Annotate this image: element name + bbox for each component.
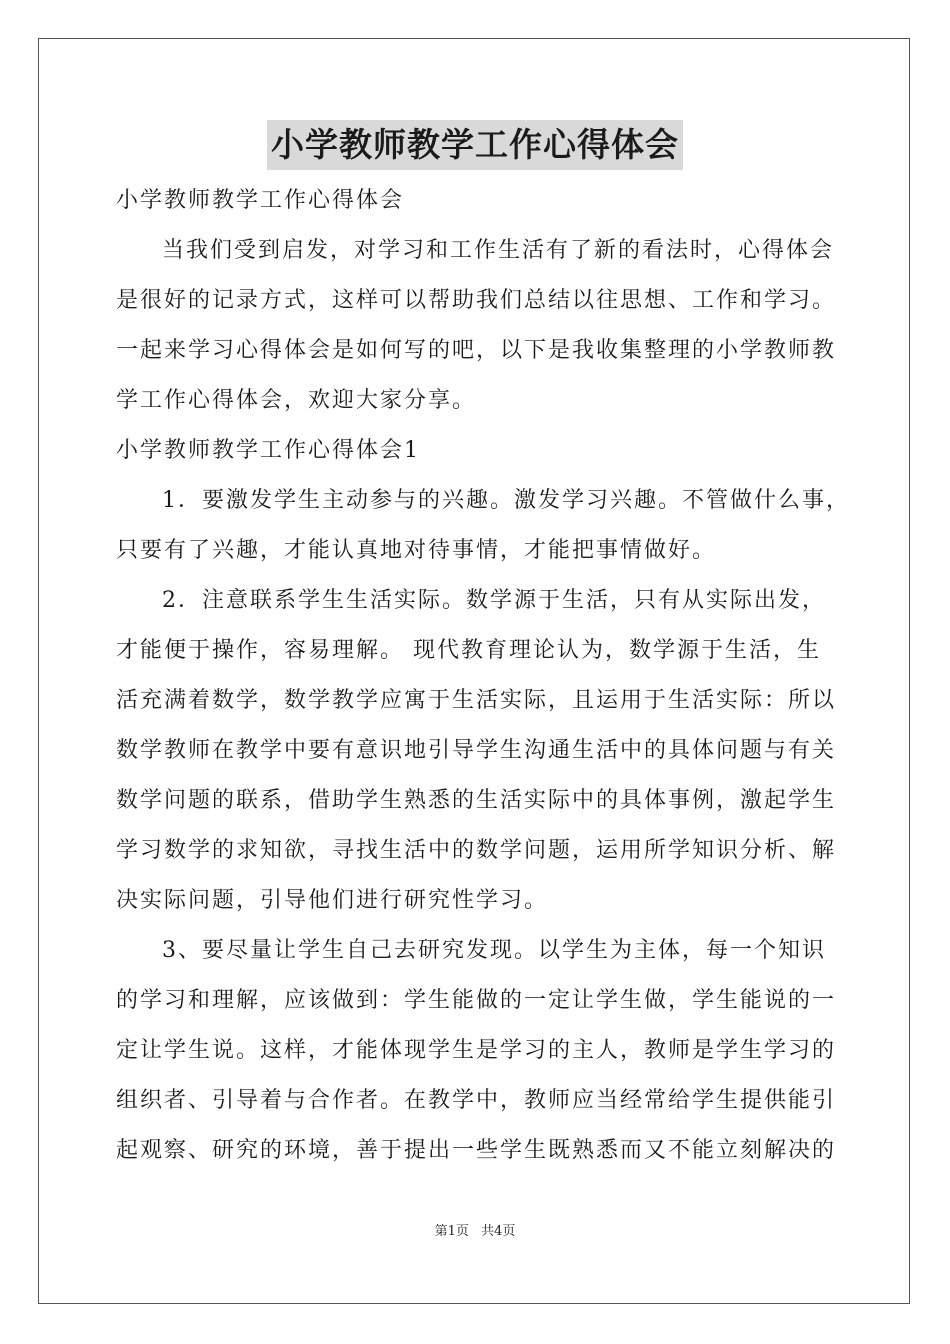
text-line: 决实际问题，引导他们进行研究性学习。: [116, 888, 549, 913]
text-line: 3、要尽量让学生自己去研究发现。以学生为主体，每一个知识: [162, 938, 826, 963]
text-line: 只要有了兴趣，才能认真地对待事情，才能把事情做好。: [116, 538, 717, 563]
text-line: 数学问题的联系，借助学生熟悉的生活实际中的具体事例，激起学生: [116, 788, 837, 813]
document-body: [116, 176, 850, 1176]
text-line: 的学习和理解，应该做到：学生能做的一定让学生做，学生能说的一: [116, 988, 837, 1013]
text-line: 才能便于操作，容易理解。 现代教育理论认为，数学源于生活，生: [116, 638, 821, 663]
text-line: 活充满着数学，数学教学应寓于生活实际，且运用于生活实际：所以: [116, 688, 837, 713]
text-line: 小学教师教学工作心得体会1: [116, 438, 420, 463]
page-total: 共4页: [481, 1224, 516, 1239]
page-footer: [0, 1220, 950, 1239]
title-wrap: [0, 120, 950, 170]
text-line: 数学教师在教学中要有意识地引导学生沟通生活中的具体问题与有关: [116, 738, 837, 763]
document-title: 小学教师教学工作心得体会: [267, 120, 683, 170]
text-line: 是很好的记录方式，这样可以帮助我们总结以往思想、工作和学习。: [116, 288, 837, 313]
text-line: 小学教师教学工作心得体会: [116, 188, 405, 213]
page-number: 第1页: [434, 1224, 469, 1239]
text-line: 当我们受到启发，对学习和工作生活有了新的看法时，心得体会: [162, 238, 835, 263]
text-line: 1．要激发学生主动参与的兴趣。激发学习兴趣。不管做什么事，: [162, 488, 850, 513]
text-line: 2．注意联系学生生活实际。数学源于生活，只有从实际出发，: [162, 588, 826, 613]
text-line: 一起来学习心得体会是如何写的吧，以下是我收集整理的小学教师教: [116, 338, 837, 363]
text-line: 起观察、研究的环境，善于提出一些学生既熟悉而又不能立刻解决的: [116, 1138, 837, 1163]
text-line: 学工作心得体会，欢迎大家分享。: [116, 388, 477, 413]
text-line: 组织者、引导着与合作者。在教学中，教师应当经常给学生提供能引: [116, 1088, 837, 1113]
text-line: 定让学生说。这样，才能体现学生是学习的主人，教师是学生学习的: [116, 1038, 837, 1063]
text-line: 学习数学的求知欲，寻找生活中的数学问题，运用所学知识分析、解: [116, 838, 837, 863]
